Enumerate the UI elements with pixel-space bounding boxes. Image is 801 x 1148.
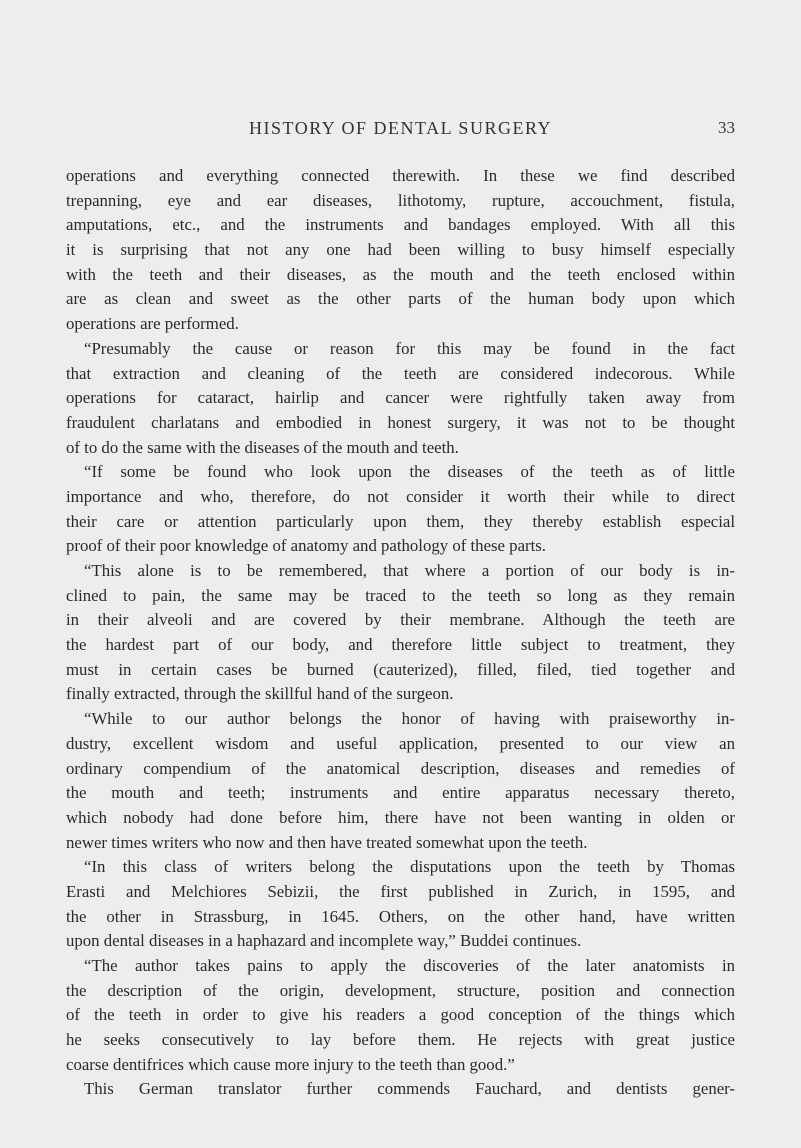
- text-line: clined to pain, the same may be traced to the teeth so long as they remain: [66, 585, 735, 605]
- text-line: This German translator further commends Fauchard, and dentists gener-: [84, 1079, 735, 1099]
- text-line: operations and everything connected therewith. In these we find described: [66, 166, 735, 185]
- text-line: trepanning, eye and ear diseases, lithotomy, rupture, accouchment, fistula,: [66, 190, 735, 210]
- text-line: upon dental diseases in a haphazard and incomplete way,” Buddei continues.: [66, 931, 582, 951]
- text-line: the mouth and teeth; instruments and entire apparatus necessary thereto,: [66, 783, 735, 803]
- text-line: importance and who, therefore, do not consider it worth their while to direct: [66, 486, 735, 506]
- text-line: their care or attention particularly upon them, they thereby establish especial: [66, 511, 735, 531]
- text-line: that extraction and cleaning of the teeth are considered indecorous. While: [66, 363, 735, 383]
- text-line: which nobody had done before him, there have not been wanting in olden or: [66, 807, 735, 827]
- text-line: fraudulent charlatans and embodied in honest surgery, it was not to be thought: [66, 412, 735, 432]
- text-line: coarse dentifrices which cause more injury to the teeth than good.”: [66, 1054, 515, 1074]
- text-line: newer times writers who now and then have treated somewhat upon the teeth.: [66, 832, 588, 852]
- text-line: “The author takes pains to apply the discoveries of the later anatomists in: [84, 956, 735, 975]
- text-line: in their alveoli and are covered by their membrane. Although the teeth are: [66, 610, 735, 630]
- text-line: are as clean and sweet as the other parts of the human body upon which: [66, 289, 735, 309]
- text-line: he seeks consecutively to lay before them. He rejects with great justice: [66, 1030, 735, 1050]
- running-title: HISTORY OF DENTAL SURGERY: [249, 118, 552, 138]
- text-line: of to do the same with the diseases of the mouth and teeth.: [66, 437, 459, 457]
- text-line: “This alone is to be remembered, that where a portion of our body is in-: [84, 561, 735, 580]
- text-line: operations for cataract, hairlip and cancer were rightfully taken away from: [66, 388, 735, 408]
- text-line: it is surprising that not any one had been willing to busy himself especially: [66, 240, 735, 260]
- text-line: “Presumably the cause or reason for this may be found in the fact: [84, 338, 735, 358]
- text-line: of the teeth in order to give his readers a good conception of the things which: [66, 1005, 735, 1025]
- text-line: “In this class of writers belong the disputations upon the teeth by Thomas: [84, 857, 735, 877]
- text-line: “While to our author belongs the honor of having with praiseworthy in-: [84, 709, 735, 729]
- text-line: proof of their poor knowledge of anatomy and pathology of these parts.: [66, 536, 547, 556]
- text-line: with the teeth and their diseases, as the mouth and the teeth enclosed within: [66, 264, 735, 284]
- text-line: operations are performed.: [66, 314, 239, 334]
- text-line: amputations, etc., and the instruments and bandages employed. With all this: [66, 215, 735, 235]
- text-line: the hardest part of our body, and therefore little subject to treatment, they: [66, 635, 735, 655]
- text-line: Erasti and Melchiores Sebizii, the first published in Zurich, in 1595, and: [66, 881, 735, 901]
- text-line: finally extracted, through the skillful hand of the surgeon.: [66, 684, 454, 704]
- text-line: dustry, excellent wisdom and useful application, presented to our view an: [66, 733, 735, 753]
- page-header: [66, 118, 735, 142]
- text-line: the other in Strassburg, in 1645. Others, on the other hand, have written: [66, 906, 735, 926]
- body-text: [66, 164, 735, 1102]
- text-line: must in certain cases be burned (cauterized), filled, filed, tied together and: [66, 659, 735, 679]
- text-line: “If some be found who look upon the diseases of the teeth as of little: [84, 462, 735, 482]
- text-line: the description of the origin, development, structure, position and connection: [66, 980, 735, 1000]
- text-line: ordinary compendium of the anatomical description, diseases and remedies of: [66, 758, 735, 778]
- page-number: 33: [718, 118, 735, 137]
